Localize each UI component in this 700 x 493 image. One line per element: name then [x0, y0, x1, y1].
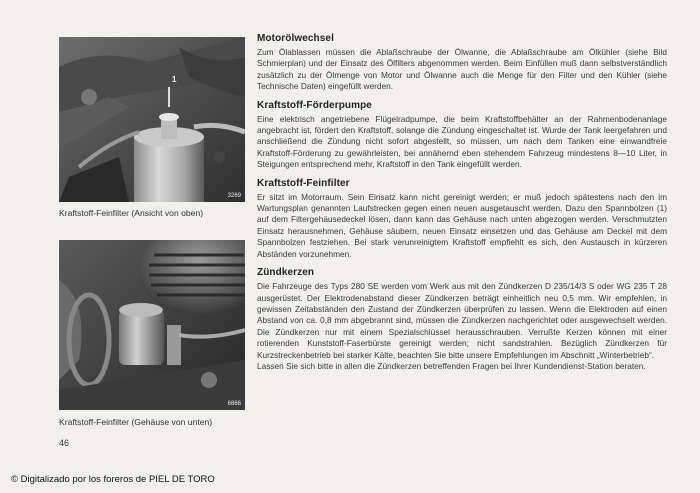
section-body: Zum Ölablassen müssen die Ablaßschraube der Ölwanne, die Ablaßschraube am Ölkühler (siehe Bild Schmierplan) und der Einsatz des Ölfilters abgenommen werden. Beim Einfüllen muß dann selbstverständlich zusätzlich zu der Ölmenge von Motor und Ölwanne auch die Menge für den Filter und den Kühler (siehe Technische Daten) eingefüllt werden. — [257, 47, 667, 92]
section-body-note: Lassen Sie sich bitte in allen die Zündkerzen betreffenden Fragen bei Ihrer Kundendienst-Station beraten. — [257, 360, 646, 371]
section-kraftstoff-foerderpumpe — [257, 100, 667, 171]
photo-number: 6866 — [227, 401, 241, 407]
section-title: Motorölwechsel — [257, 33, 334, 44]
text-column — [257, 33, 667, 379]
photo-number: 3269 — [227, 193, 241, 199]
page-number: 46 — [59, 438, 70, 448]
section-body: Eine elektrisch angetriebene Flügelradpumpe, die beim Kraftstoffbehälter an der Rahmenbodenanlage angebracht ist, fördert den Kraftstoff, solange die Zündung eingeschaltet ist. Wurde der Tank leergefahren und anschließend die Zündung nicht sofort abgestellt, so müssen, um nach dem Tanken eine einwandfreie Kraftstoff-Förderung zu gewährleisten, bei annähernd eben stehendem Fahrzeug mindestens 8—10 Liter, in Steigungen entsprechend mehr, Kraftstoff in den Tank eingefüllt werden. — [257, 113, 667, 170]
fuel-filter-top-illustration — [59, 37, 245, 202]
section-body: Er sitzt im Motorraum. Sein Einsatz kann nicht gereinigt werden; er muß jedoch spätestens nach den im Wartungsplan genannten Laufstrecken gegen einen neuen ausgetauscht werden. Dazu den Spannbolzen (1) auf dem Filtergehäusedeckel lösen, dann kann das Gehäuse nach unten abgezogen werden. Verschmutzten Einsatz herausnehmen, Gehäuse säubern, neuen Einsatz einsetzen und das Gehäuse am Deckel mit dem Spannbolzen festziehen. Bei stark verunreinigtem Kraftstoff empfiehlt es sich, den Austausch in kürzeren Abständen vorzunehmen. — [257, 191, 667, 259]
section-title: Kraftstoff-Förderpumpe — [257, 99, 372, 111]
fuel-filter-bottom-photo — [59, 240, 245, 410]
section-title: Zündkerzen — [257, 267, 315, 279]
photo-caption-bottom: Kraftstoff-Feinfilter (Gehäuse von unten) — [59, 417, 213, 427]
photo-caption-top: Kraftstoff-Feinfilter (Ansicht von oben) — [59, 208, 204, 218]
fuel-filter-top-photo — [59, 37, 245, 202]
fuel-filter-bottom-illustration — [59, 240, 245, 410]
section-title: Kraftstoff-Feinfilter — [257, 177, 350, 189]
section-kraftstoff-feinfilter — [257, 178, 667, 260]
photo-callout-1: 1 — [172, 75, 177, 84]
section-motoroelwechsel — [257, 33, 667, 93]
section-zuendkerzen — [257, 267, 667, 372]
section-body: Die Fahrzeuge des Typs 280 SE werden vom Werk aus mit den Zündkerzen D 235/14/3 S oder WG 235 T 28 ausgerüstet. Der Elektrodenabstand dieser Zündkerzen beträgt einheitlich neu 0,5 mm. Wir empfehlen, in gewissen Zeitabständen den Zustand der Zündkerzen überprüfen zu lassen. Wenn die Elektroden auf einen Abstand von ca. 0,8 mm abgebrannt sind, müssen die Zündkerzen nachgerichtet oder ausgewechselt werden. Die Zündkerzen nur mit einem Spezialschlüssel herausschrauben. Verrußte Kerzen können mit einer rotierenden Kunststoff-Faserbürste gereinigt werden; nicht sandstrahlen. Bezüglich Zündkerzen für Kurzstreckenbetrieb bei starker Kälte, beachten Sie bitte unsere Empfehlungen im Abschnitt „Winterbetrieb“. — [257, 281, 667, 360]
footer-credit: © Digitalizado por los foreros de PIEL DE TORO — [11, 474, 215, 485]
